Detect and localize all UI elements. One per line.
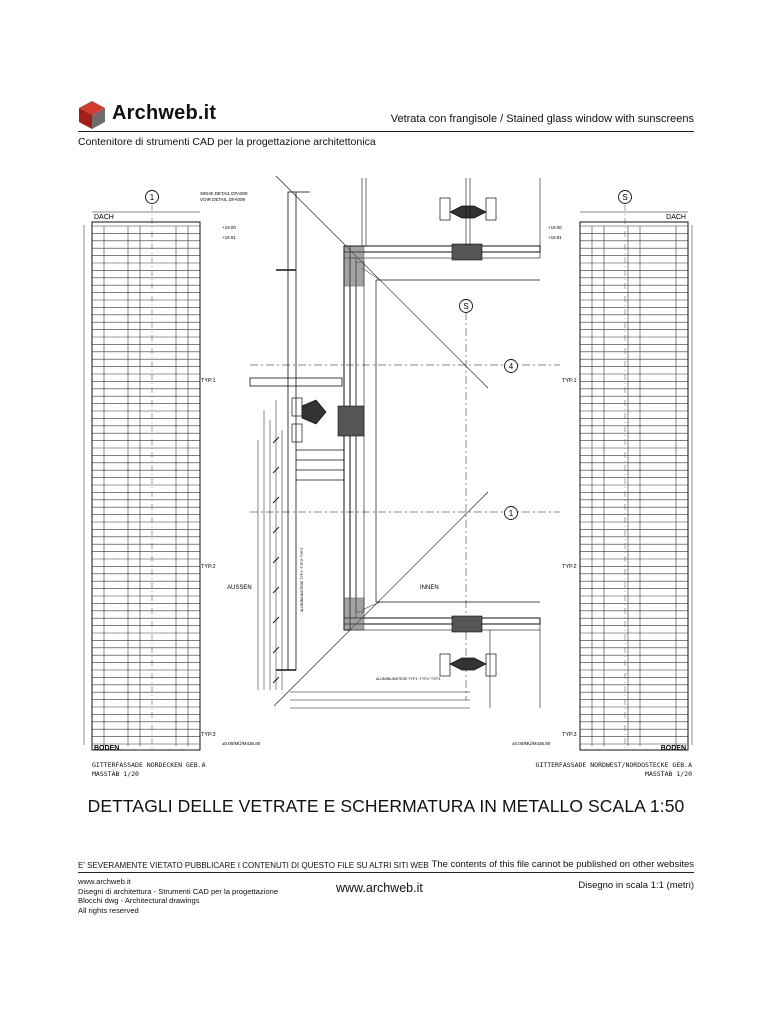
left-grid-bubble: 1 (149, 193, 155, 202)
right-bottom-label: BODEN (660, 745, 686, 752)
left-note-line2: VOIR DETAIL DFA009 (200, 197, 246, 202)
left-top-label: DACH (94, 214, 114, 221)
footer-left-block (78, 877, 278, 915)
main-title: DETTAGLI DELLE VETRATE E SCHERMATURA IN METALLO SCALA 1:50 (87, 796, 685, 816)
left-caption (92, 761, 206, 779)
footer-url[interactable]: www.archweb.it (336, 881, 423, 895)
vertical-note: ALUMINIUMSTEGE TYP.1−TYP.2−TYP.3 (300, 547, 304, 612)
left-note-line1: SIEHE DETAIL DFA009 (200, 191, 248, 196)
left-elev-bottom: ±0.00/MÜ/M436.80 (222, 741, 261, 746)
aussen-label: AUSSEN (227, 585, 252, 591)
footer-divider (78, 872, 694, 873)
left-elev-top: +19.00 (222, 225, 236, 230)
center-grid-4: 4 (508, 362, 514, 371)
center-grid-1: 1 (508, 509, 514, 518)
center-grid-s: S (463, 302, 469, 311)
left-caption-line2: MASSTAB 1/20 (92, 770, 139, 778)
right-level-1: TYP.1 (562, 378, 577, 384)
left-level-3: TYP.3 (201, 732, 216, 738)
right-caption-line2: MASSTAB 1/20 (645, 770, 692, 778)
warning-english: The contents of this file cannot be published on other websites (431, 859, 694, 870)
right-grid-bubble: S (622, 193, 628, 202)
right-caption (535, 761, 692, 779)
footer-link-site[interactable]: www.archweb.it (78, 877, 131, 886)
footer-line-2: Disegni di architettura - Strumenti CAD per la progettazione (78, 886, 279, 896)
innen-label: INNEN (420, 585, 439, 591)
header-title: Vetrata con frangisole / Stained glass window with sunscreens (390, 113, 694, 125)
right-elev-sub: +18.91 (548, 235, 562, 240)
right-elev-bottom: ±0.00/MÜ/M436.80 (512, 741, 551, 746)
warning-italian: E' SEVERAMENTE VIETATO PUBBLICARE I CONTENUTI DI QUESTO FILE SU ALTRI SITI WEB (78, 861, 429, 870)
left-caption-line1: GITTERFASSADE NORDECKEN GEB.A (92, 761, 206, 769)
header-subtitle: Contenitore di strumenti CAD per la progettazione architettonica (78, 136, 376, 148)
footer-line-3: Blocchi dwg - Architectural drawings (78, 896, 200, 906)
horizontal-note: ALUMINIUMSTEGE TYP.1−TYP.2−TYP.3 (376, 677, 441, 681)
center-section-detail (250, 176, 560, 708)
left-elevation-panel (84, 191, 261, 753)
footer-scale-note: Disegno in scala 1:1 (metri) (578, 880, 694, 891)
right-elevation-panel (512, 191, 692, 753)
footer-line-4: All rights reserved (78, 905, 139, 915)
right-level-2: TYP.2 (562, 564, 577, 570)
left-level-1: TYP.1 (201, 378, 216, 384)
left-elev-sub: +18.91 (222, 235, 236, 240)
right-elev-top: +19.00 (548, 225, 562, 230)
right-top-label: DACH (666, 214, 686, 221)
right-level-3: TYP.3 (562, 732, 577, 738)
brand-name: Archweb.it (112, 102, 217, 124)
right-caption-line1: GITTERFASSADE NORDWEST/NORDOSTECKE GEB.A (535, 761, 692, 769)
left-bottom-label: BODEN (94, 745, 120, 752)
left-level-2: TYP.2 (201, 564, 216, 570)
